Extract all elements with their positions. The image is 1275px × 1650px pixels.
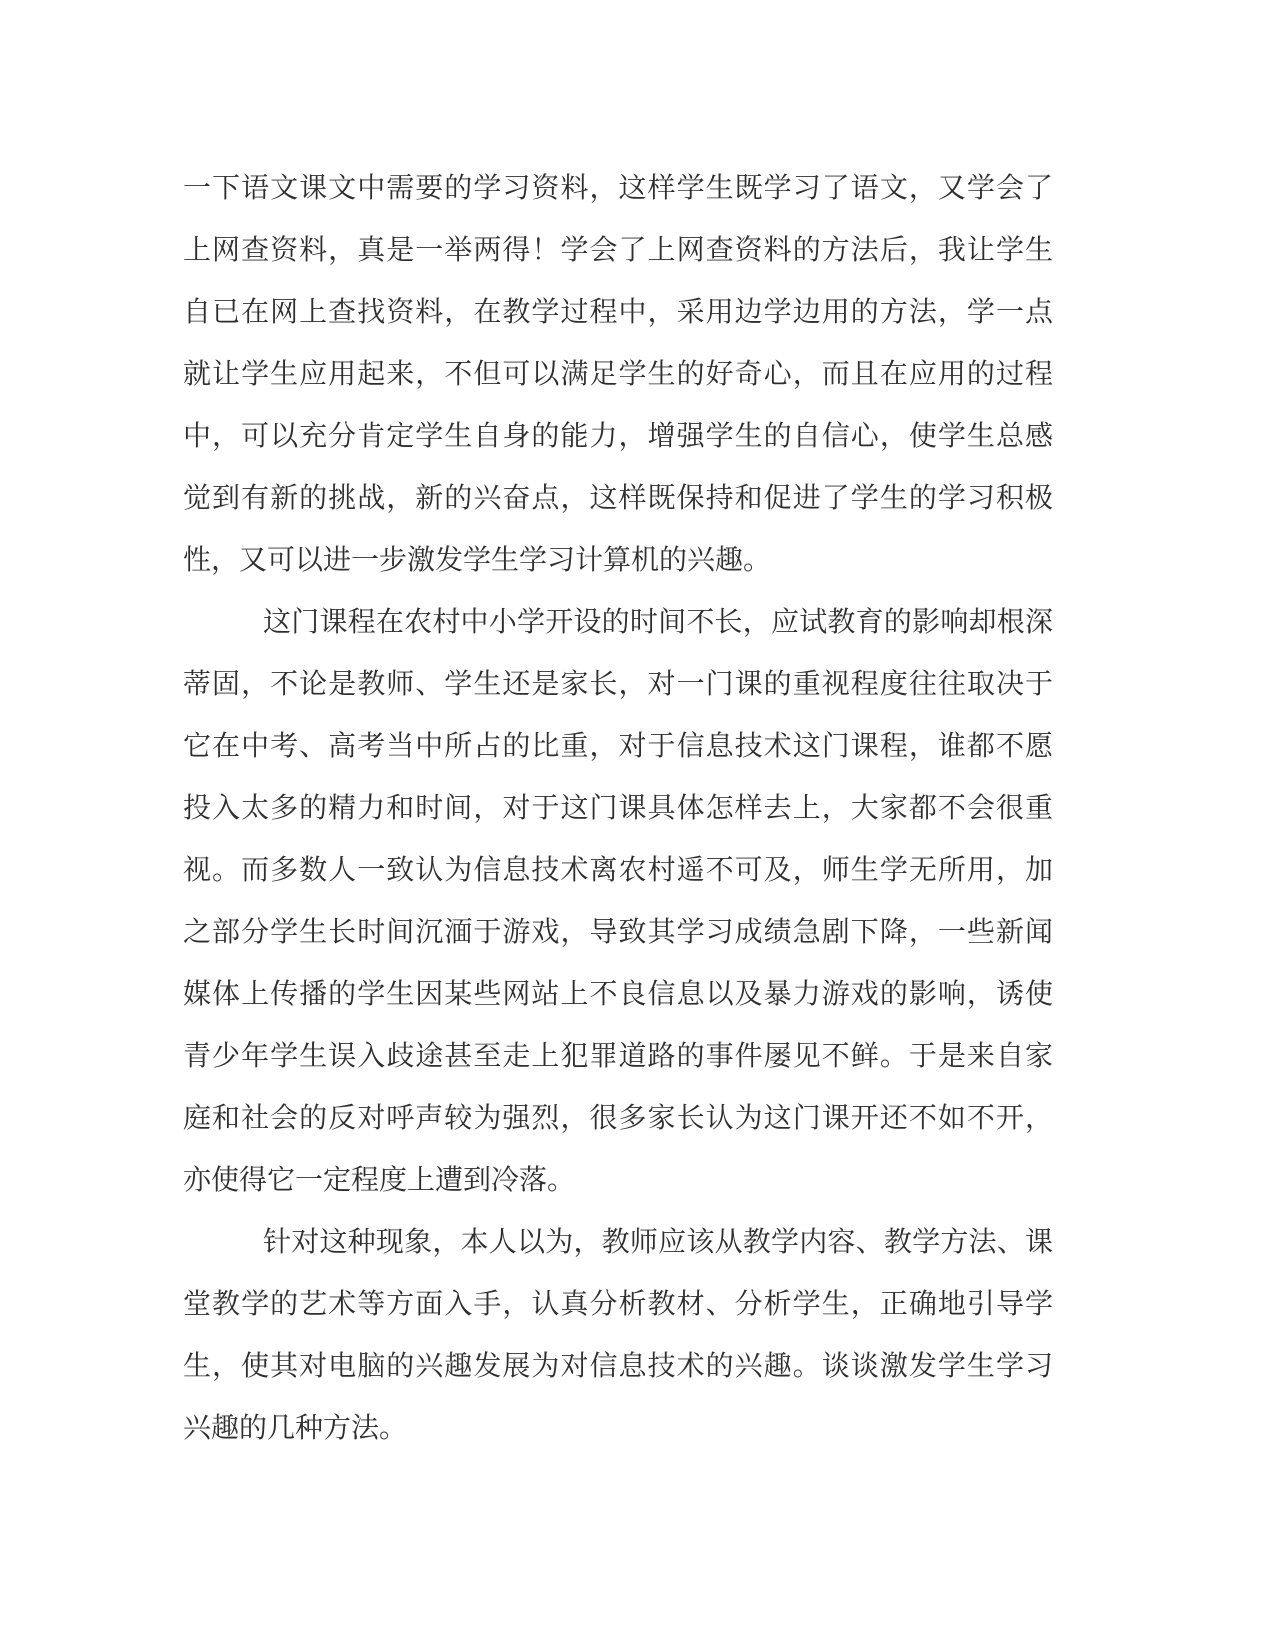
text-line: 这门课程在农村中小学开设的时间不长，应试教育的影响却根深 — [263, 607, 1053, 638]
text-line: 青少年学生误入歧途甚至走上犯罪道路的事件屡见不鲜。于是来自家 — [183, 1041, 1053, 1072]
text-line: 上网查资料，真是一举两得！学会了上网查资料的方法后，我让学生 — [183, 235, 1053, 266]
text-line: 性，又可以进一步激发学生学习计算机的兴趣。 — [183, 545, 772, 576]
text-line: 针对这种现象，本人以为，教师应该从教学内容、教学方法、课 — [263, 1227, 1053, 1258]
text-line: 一下语文课文中需要的学习资料，这样学生既学习了语文，又学会了 — [183, 173, 1053, 204]
text-line: 亦使得它一定程度上遭到冷落。 — [183, 1165, 576, 1196]
text-line: 自已在网上查找资料，在教学过程中，采用边学边用的方法，学一点 — [183, 297, 1053, 328]
text-line: 之部分学生长时间沉湎于游戏，导致其学习成绩急剧下降，一些新闻 — [183, 917, 1053, 948]
text-line: 堂教学的艺术等方面入手，认真分析教材、分析学生，正确地引导学 — [183, 1289, 1053, 1320]
document-body-text — [183, 158, 1053, 1460]
text-line: 视。而多数人一致认为信息技术离农村遥不可及，师生学无所用，加 — [183, 855, 1053, 886]
text-line: 就让学生应用起来，不但可以满足学生的好奇心，而且在应用的过程 — [183, 359, 1053, 390]
text-line: 蒂固，不论是教师、学生还是家长，对一门课的重视程度往往取决于 — [183, 669, 1053, 700]
paragraph — [183, 158, 1053, 592]
text-line: 兴趣的几种方法。 — [183, 1413, 408, 1444]
text-line: 觉到有新的挑战，新的兴奋点，这样既保持和促进了学生的学习积极 — [183, 483, 1053, 514]
text-line: 庭和社会的反对呼声较为强烈，很多家长认为这门课开还不如不开， — [183, 1103, 1053, 1134]
paragraph — [183, 592, 1053, 1212]
text-line: 中，可以充分肯定学生自身的能力，增强学生的自信心，使学生总感 — [183, 421, 1053, 452]
text-line: 媒体上传播的学生因某些网站上不良信息以及暴力游戏的影响，诱使 — [183, 979, 1053, 1010]
paragraph — [183, 1212, 1053, 1460]
text-line: 投入太多的精力和时间，对于这门课具体怎样去上，大家都不会很重 — [183, 793, 1053, 824]
text-line: 它在中考、高考当中所占的比重，对于信息技术这门课程，谁都不愿 — [183, 731, 1053, 762]
text-line: 生，使其对电脑的兴趣发展为对信息技术的兴趣。谈谈激发学生学习 — [183, 1351, 1053, 1382]
